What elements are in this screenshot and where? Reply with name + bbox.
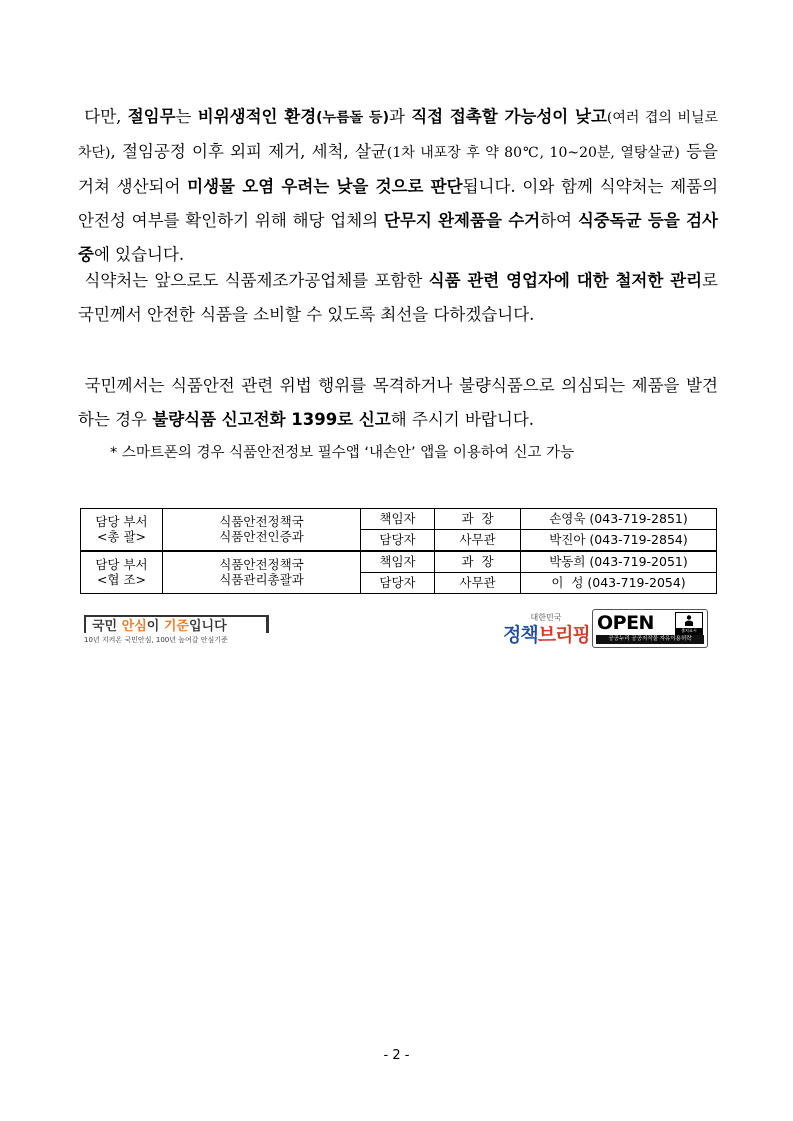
app-report-note: * 스마트폰의 경우 식품안전정보 필수앱 ‘내손안’ 앱을 이용하여 신고 가능 (110, 445, 575, 461)
policy-briefing-logo (503, 612, 589, 652)
title-cell: 과 장 (435, 509, 521, 530)
open-license-person-icon (675, 612, 703, 635)
open-license-logo (592, 609, 708, 648)
open-license-title: OPEN (597, 612, 654, 634)
role-cell: 책임자 (361, 509, 435, 530)
paragraph-management: 식약처는 앞으로도 식품제조가공업체를 포함한 식품 관련 영업자에 대한 철저한 관리로 국민께서 안전한 식품을 소비할 수 있도록 최선을 다하겠습니다. (78, 271, 718, 324)
name-phone-cell: 손영욱 (043-719-2851) (521, 509, 717, 530)
page-number: - 2 - (383, 1048, 410, 1063)
name-phone-cell: 박진아 (043-719-2854) (521, 530, 717, 552)
name-phone-cell: 박동희 (043-719-2051) (521, 551, 717, 573)
title-cell: 사무관 (435, 530, 521, 552)
role-cell: 담당자 (361, 573, 435, 594)
title-cell: 과 장 (435, 551, 521, 573)
role-cell: 담당자 (361, 530, 435, 552)
briefing-wordmark: 정책브리핑 (503, 624, 590, 646)
dept-cell: 담당 부서 <총 괄> (81, 509, 163, 552)
table-row (81, 509, 717, 530)
contact-table (80, 508, 717, 594)
paragraph-report: 국민께서는 식품안전 관련 위법 행위를 목격하거나 불량식품으로 의심되는 제품을 발견하는 경우 불량식품 신고전화 1399로 신고해 주시기 바랍니다. (78, 376, 718, 429)
person-icon (684, 615, 694, 626)
dept-cell: 담당 부서 <협 조> (81, 551, 163, 594)
name-phone-cell: 이 성 (043-719-2054) (521, 573, 717, 594)
paragraph-assessment: 다만, 절임무는 비위생적인 환경(누름돌 등)과 직접 접촉할 가능성이 낮고(여러 겹의 비닐로 차단), 절임공정 이후 외피 제거, 세척, 살균(1차 내포장 후 약 80℃, 10~20분, 열탕살균) 등을 거쳐 생산되어 미생물 오염 우려는 낮을 것으로 판단됩니다. 이와 함께 식약처는 제품의 안전성 여부를 확인하기 위해 해당 업체의 단무지 완제품을 수거하여 식중독균 등을 검사 중에 있습니다. (78, 107, 719, 264)
slogan-text: 국민 안심이 기준입니다 (92, 619, 227, 634)
division-cell: 식품안전정책국 식품안전인증과 (163, 509, 361, 552)
open-license-caption: 공공누리 공공저작물 자유이용허락 (596, 635, 704, 644)
slogan-frame (84, 615, 269, 633)
slogan-subtitle: 10년 지켜온 국민안심, 100년 높여갈 안심기준 (84, 636, 228, 644)
role-cell: 책임자 (361, 551, 435, 573)
title-cell: 사무관 (435, 573, 521, 594)
slogan-logo (84, 615, 269, 647)
briefing-country-label: 대한민국 (530, 613, 562, 622)
table-row (81, 551, 717, 573)
division-cell: 식품안전정책국 식품관리총괄과 (163, 551, 361, 594)
attribution-label: 출처표시 (676, 628, 702, 634)
